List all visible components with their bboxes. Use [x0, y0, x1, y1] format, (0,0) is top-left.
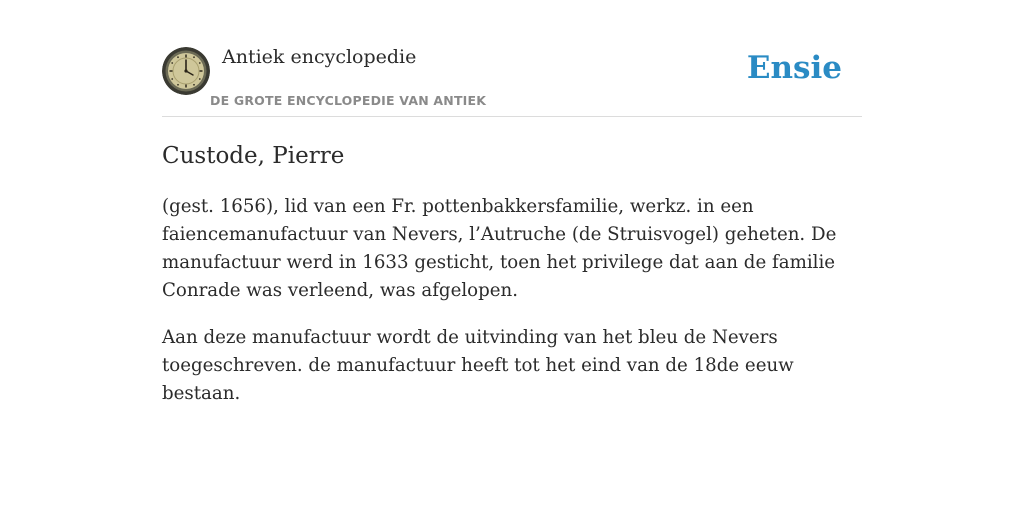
entry-paragraph: Aan deze manufactuur wordt de uitvinding van het bleu de Nevers toegeschreven. de manufactuur heeft tot het eind van de 18de eeuw bestaan. — [162, 327, 794, 404]
entry-title: Custode, Pierre — [162, 143, 345, 169]
entry-content — [162, 141, 862, 408]
site-header — [162, 0, 862, 117]
entry-paragraph: (gest. 1656), lid van een Fr. pottenbakkersfamilie, werkz. in een faiencemanufactuur van Nevers, l’Autruche (de Struisvogel) geheten. De manufactuur werd in 1633 gesticht, toen het privilege dat aan de familie Conrade was verleend, was afgelopen. — [162, 196, 837, 301]
entry-body — [162, 193, 862, 408]
brand-logo-link[interactable]: Ensie — [746, 50, 842, 86]
page — [162, 0, 862, 408]
clock-icon[interactable] — [162, 47, 210, 95]
site-subtitle: DE GROTE ENCYCLOPEDIE VAN ANTIEK — [210, 93, 487, 108]
site-title[interactable]: Antiek encyclopedie — [222, 46, 417, 68]
